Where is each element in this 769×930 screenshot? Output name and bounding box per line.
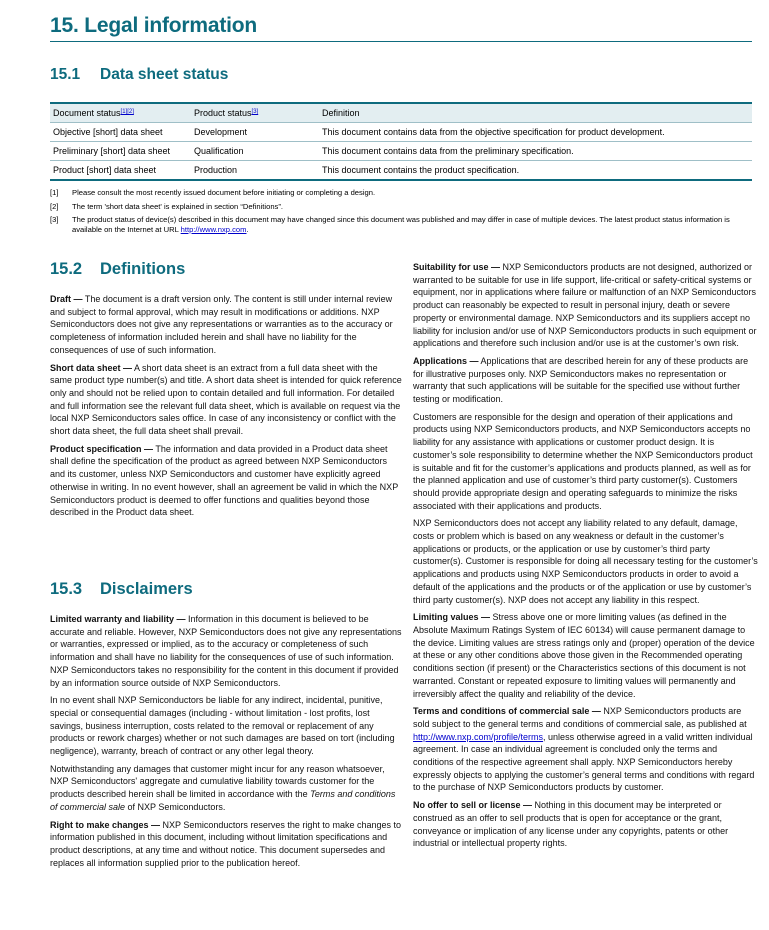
table-row [50, 142, 752, 161]
page-title: 15. Legal information [50, 14, 257, 37]
term: Limited warranty and liability — [50, 614, 186, 624]
disclaimers-body-left [50, 613, 402, 874]
disclaimer-terms-of-sale: Terms and conditions of commercial sale — NXP Semiconductors products are sold subject to the general terms and conditions of commercial sale, as published at http://www.nxp.com/profile/terms, unless otherwise agreed in a valid written individual agreement. In case an individual agreement is concluded only the terms and conditions of the respective agreement shall apply. NXP Semiconductors hereby expressly objects to applying the customer’s general terms and conditions with regard to the purchase of NXP Semiconductors products by customer. [413, 706, 755, 793]
disclaimer-limited-warranty: Limited warranty and liability — Information in this document is believed to be accurate and reliable. However, NXP Semiconductors does not give any representations or warranties, expressed or implied, as to the accuracy or completeness of such information and shall have no liability for the consequences of use of such information. NXP Semiconductors takes no responsibility for the content in this document if provided by an information source outside of NXP Semiconductors. [50, 614, 402, 688]
section-title: Definitions [100, 260, 186, 278]
footnote [50, 202, 752, 212]
cell-definition: This document contains the product specification. [319, 161, 752, 181]
footnote-ref-link[interactable]: [1][2] [120, 109, 134, 115]
table-header-row [50, 103, 752, 123]
cell-product-status: Production [191, 161, 319, 181]
table-row [50, 161, 752, 181]
term: Right to make changes — [50, 819, 161, 830]
term: Short data sheet — [50, 362, 133, 373]
footnote-mark: [2] [50, 201, 59, 211]
disclaimer-notwithstanding: Notwithstanding any damages that customer might incur for any reason whatsoever, NXP Semiconductors' aggregate and cumulative liability towards customer for the products described herein shall be limited in accordance with the Terms and conditions of commercial sale of NXP Semiconductors. [50, 763, 396, 812]
section-number: 15.1 [50, 66, 81, 83]
definition-draft: Draft — The document is a draft version only. The content is still under internal review and subject to formal approval, which may result in modifications or additions. NXP Semiconductors does not give any representations or warranties as to the accuracy or completeness of information included herein and shall have no liability for the consequences of use of such information. [50, 294, 393, 355]
footnote-ref-link[interactable]: [3] [251, 109, 259, 115]
term: No offer to sell or license — [413, 800, 533, 811]
column-header-definition: Definition [322, 108, 360, 118]
nxp-website-link[interactable]: http://www.nxp.com [180, 225, 247, 234]
datasheet-status-table [50, 102, 752, 181]
title-rule [50, 41, 752, 42]
disclaimer-suitability: Suitability for use — NXP Semiconductors products are not designed, authorized or warranted to be suitable for use in life support, life-critical or safety-critical systems or equipment, nor in applications where failure or malfunction of an NXP Semiconductors product can reasonably be expected to result in personal injury, death or severe property or environmental damage. NXP Semiconductors and its suppliers accept no liability for inclusion and/or use of NXP Semiconductors products in such equipment or applications and therefore such inclusion and/or use is at the customer’s own risk. [413, 262, 757, 349]
disclaimer-right-to-make-changes: Right to make changes — NXP Semiconductors reserves the right to make changes to information published in this document, including without limitation specifications and product descriptions, at any time and without notice. This document supersedes and replaces all information supplied prior to the publication hereof. [50, 819, 401, 868]
term: Suitability for use — [413, 262, 501, 272]
table-row [50, 123, 752, 142]
cell-definition: This document contains data from the objective specification for product development. [319, 123, 752, 142]
definitions-body [50, 293, 402, 524]
column-header-product-status: Product status[3] [194, 108, 259, 118]
footnote-text: The term 'short data sheet' is explained in section “Definitions”. [72, 201, 283, 211]
section-number: 15.3 [50, 580, 83, 598]
section-heading-definitions [50, 260, 185, 279]
disclaimer-no-liability: NXP Semiconductors does not accept any liability related to any default, damage, costs or problem which is based on any weakness or default in the customer’s applications or products, or the application or use by customer’s third party customer(s). Customer is responsible for doing all necessary testing for the customer’s applications and products using NXP Semiconductors products in order to avoid a default of the applications and the products or of the application or use by customer’s third party customer(s). NXP does not accept any liability in this respect. [413, 518, 758, 605]
footnote-mark: [3] [50, 215, 59, 224]
cell-document-status: Product [short] data sheet [50, 161, 191, 181]
footnote [50, 188, 752, 198]
section-number: 15.2 [50, 260, 83, 278]
footnote [50, 215, 752, 235]
disclaimers-body-right [413, 261, 758, 855]
disclaimer-limiting-values: Limiting values — Stress above one or more limiting values (as defined in the Absolute Maximum Ratings System of IEC 60134) will cause permanent damage to the device. Limiting values are stress ratings only and (proper) operation of the device at these or any other conditions above those given in the Recommended operating conditions section (if present) or the Characteristics sections of this document is not warranted. Constant or repeated exposure to limiting values will permanently and irreversibly affect the quality and reliability of the device. [413, 612, 755, 699]
term: Applications — [413, 355, 479, 366]
cell-product-status: Development [191, 123, 319, 142]
footnote-text: The product status of device(s) described in this document may have changed since this document was published and may differ in case of multiple devices. The latest product status information is available on the Internet at URL http://www.nxp.com. [72, 215, 730, 234]
footnote-text: Please consult the most recently issued document before initiating or completing a design. [72, 188, 376, 197]
disclaimer-applications: Applications — Applications that are described herein for any of these products are for illustrative purposes only. NXP Semiconductors makes no representation or warranty that such applications will be suitable for the specified use without further testing or modification. [413, 355, 749, 405]
definition-product-specification: Product specification — The information and data provided in a Product data sheet shall define the specification of the product as agreed between NXP Semiconductors and its customer, unless NXP Semiconductors and customer have explicitly agreed otherwise in writing. In no event however, shall an agreement be valid in which the NXP Semiconductors product is deemed to offer functions and qualities beyond those described in the Product data sheet. [50, 443, 399, 518]
term: Draft — [50, 294, 83, 304]
term: Limiting values — [413, 612, 491, 623]
term: Terms and conditions of commercial sale — [413, 706, 601, 717]
terms-link[interactable]: http://www.nxp.com/profile/terms [413, 731, 544, 742]
disclaimer-customers: Customers are responsible for the design and operation of their applications and products using NXP Semiconductors products, and NXP Semiconductors accepts no liability for any assistance with applications or customer product design. It is customer’s sole responsibility to determine whether the NXP Semiconductors product is suitable and fit for the customer’s applications and products planned, as well as for the planned application and use of customer’s third party customer(s). Customers should provide appropriate design and operating safeguards to minimize the risks associated with their applications and products. [413, 411, 753, 511]
section-heading-datasheet-status [50, 66, 228, 84]
disclaimer-no-event: In no event shall NXP Semiconductors be liable for any indirect, incidental, punitive, special or consequential damages (including - without limitation - lost profits, lost savings, business interruption, costs related to the removal or replacement of any products or rework charges) whether or not such damages are based on tort (including negligence), warranty, breach of contract or any other legal theory. [50, 695, 395, 757]
disclaimer-no-offer: No offer to sell or license — Nothing in this document may be interpreted or construed as an offer to sell products that is open for acceptance or the grant, conveyance or implication of any license under any copyrights, patents or other industrial or intellectual property rights. [413, 800, 729, 849]
column-header-document-status: Document status[1][2] [53, 108, 134, 118]
cell-document-status: Objective [short] data sheet [50, 123, 191, 142]
term: Product specification — [50, 443, 154, 454]
section-title: Data sheet status [100, 66, 229, 83]
section-heading-disclaimers [50, 580, 193, 599]
footnote-mark: [1] [50, 188, 59, 197]
cell-product-status: Qualification [191, 142, 319, 161]
section-title: Disclaimers [100, 580, 193, 598]
table-footnotes [50, 188, 752, 239]
cell-definition: This document contains data from the preliminary specification. [319, 142, 752, 161]
definition-short-data-sheet: Short data sheet — A short data sheet is an extract from a full data sheet with the same product type number(s) and title. A short data sheet is intended for quick reference only and should not be relied upon to contain detailed and full information. For detailed and full information see the relevant full data sheet, which is available on request via the local NXP Semiconductors sales office. In case of any inconsistency or conflict with the short data sheet, the full data sheet shall prevail. [50, 362, 402, 437]
cell-document-status: Preliminary [short] data sheet [50, 142, 191, 161]
